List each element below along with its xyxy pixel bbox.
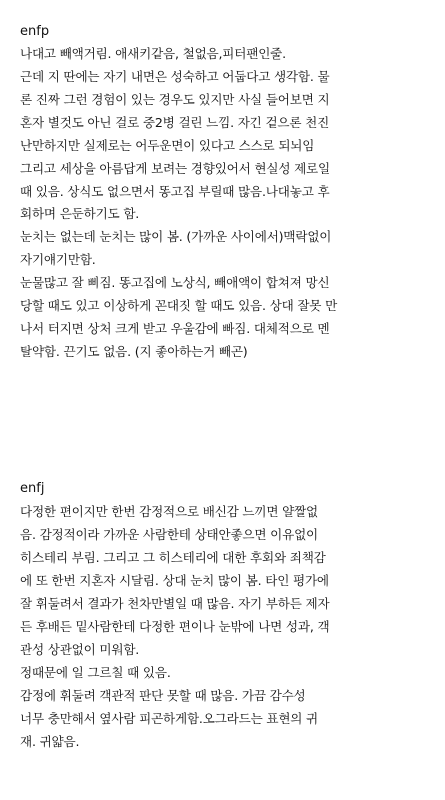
enfp-line: 자기얘기만함. — [20, 252, 96, 267]
enfp-line: 근데 지 딴에는 자기 내면은 성숙하고 어둡다고 생각함. 물 — [20, 69, 330, 84]
enfp-line: 탈약함. 끈기도 없음. (지 좋아하는거 빼곤) — [20, 344, 248, 359]
enfp-line: 그리고 세상을 아름답게 보려는 경향있어서 현실성 제로일 — [20, 161, 330, 176]
enfp-line: 당할 때도 있고 이상하게 꼰대짓 할 때도 있음. 상대 잘못 만 — [20, 298, 338, 313]
enfp-line: 혼자 별것도 아닌 걸로 중2병 걸린 느낌. 자긴 겉으론 천진 — [20, 115, 330, 130]
enfj-line: 다정한 편이지만 한번 감정적으로 배신감 느끼면 얄짤없 — [20, 504, 319, 519]
enfp-line: 나대고 빼액거림. 애새키같음, 철없음,피터팬인줄. — [20, 46, 286, 61]
enfp-heading: enfp — [20, 24, 50, 39]
enfp-line: 나서 터지면 상처 크게 받고 우울감에 빠짐. 대체적으로 멘 — [20, 321, 330, 336]
enfj-line: 정때문에 일 그르칠 때 있음. — [20, 665, 171, 680]
enfp-line: 눈물많고 잘 삐짐. 똥고집에 노상식, 빼애액이 합쳐져 망신 — [20, 275, 330, 290]
enfj-line: 히스테리 부림. 그리고 그 히스테리에 대한 후회와 죄책감 — [20, 550, 326, 565]
enfp-line: 난만하지만 실제로는 어두운면이 있다고 스스로 되뇌임 — [20, 138, 315, 153]
enfp-line: 눈치는 없는데 눈치는 많이 봄. (가까운 사이에서)맥락없이 — [20, 229, 332, 244]
enfj-line: 관성 상관없이 미워함. — [20, 642, 140, 657]
enfj-heading: enfj — [20, 481, 45, 496]
enfp-line: 론 진짜 그런 경험이 있는 경우도 있지만 사실 들어보면 지 — [20, 92, 330, 107]
enfj-line: 재. 귀얇음. — [20, 734, 80, 749]
enfj-line: 음. 감정적이라 가까운 사람한테 상태안좋으면 이유없이 — [20, 527, 319, 542]
enfp-line: 회하며 은둔하기도 함. — [20, 206, 140, 221]
enfj-line: 든 후배든 밑사람한테 다정한 편이나 눈밖에 나면 성과, 객 — [20, 619, 330, 634]
enfj-line: 감정에 휘둘려 객관적 판단 못할 때 많음. 가끔 감수성 — [20, 688, 306, 703]
enfj-line: 너무 충만해서 옆사람 피곤하게함.오그라드는 표현의 귀 — [20, 711, 319, 726]
enfp-line: 때 있음. 상식도 없으면서 똥고집 부릴때 많음.나대놓고 후 — [20, 184, 330, 199]
enfj-line: 에 또 한번 지혼자 시달림. 상대 눈치 많이 봄. 타인 평가에 — [20, 573, 329, 588]
enfj-line: 잘 휘둘려서 결과가 천차만별일 때 많음. 자기 부하든 제자 — [20, 596, 330, 611]
